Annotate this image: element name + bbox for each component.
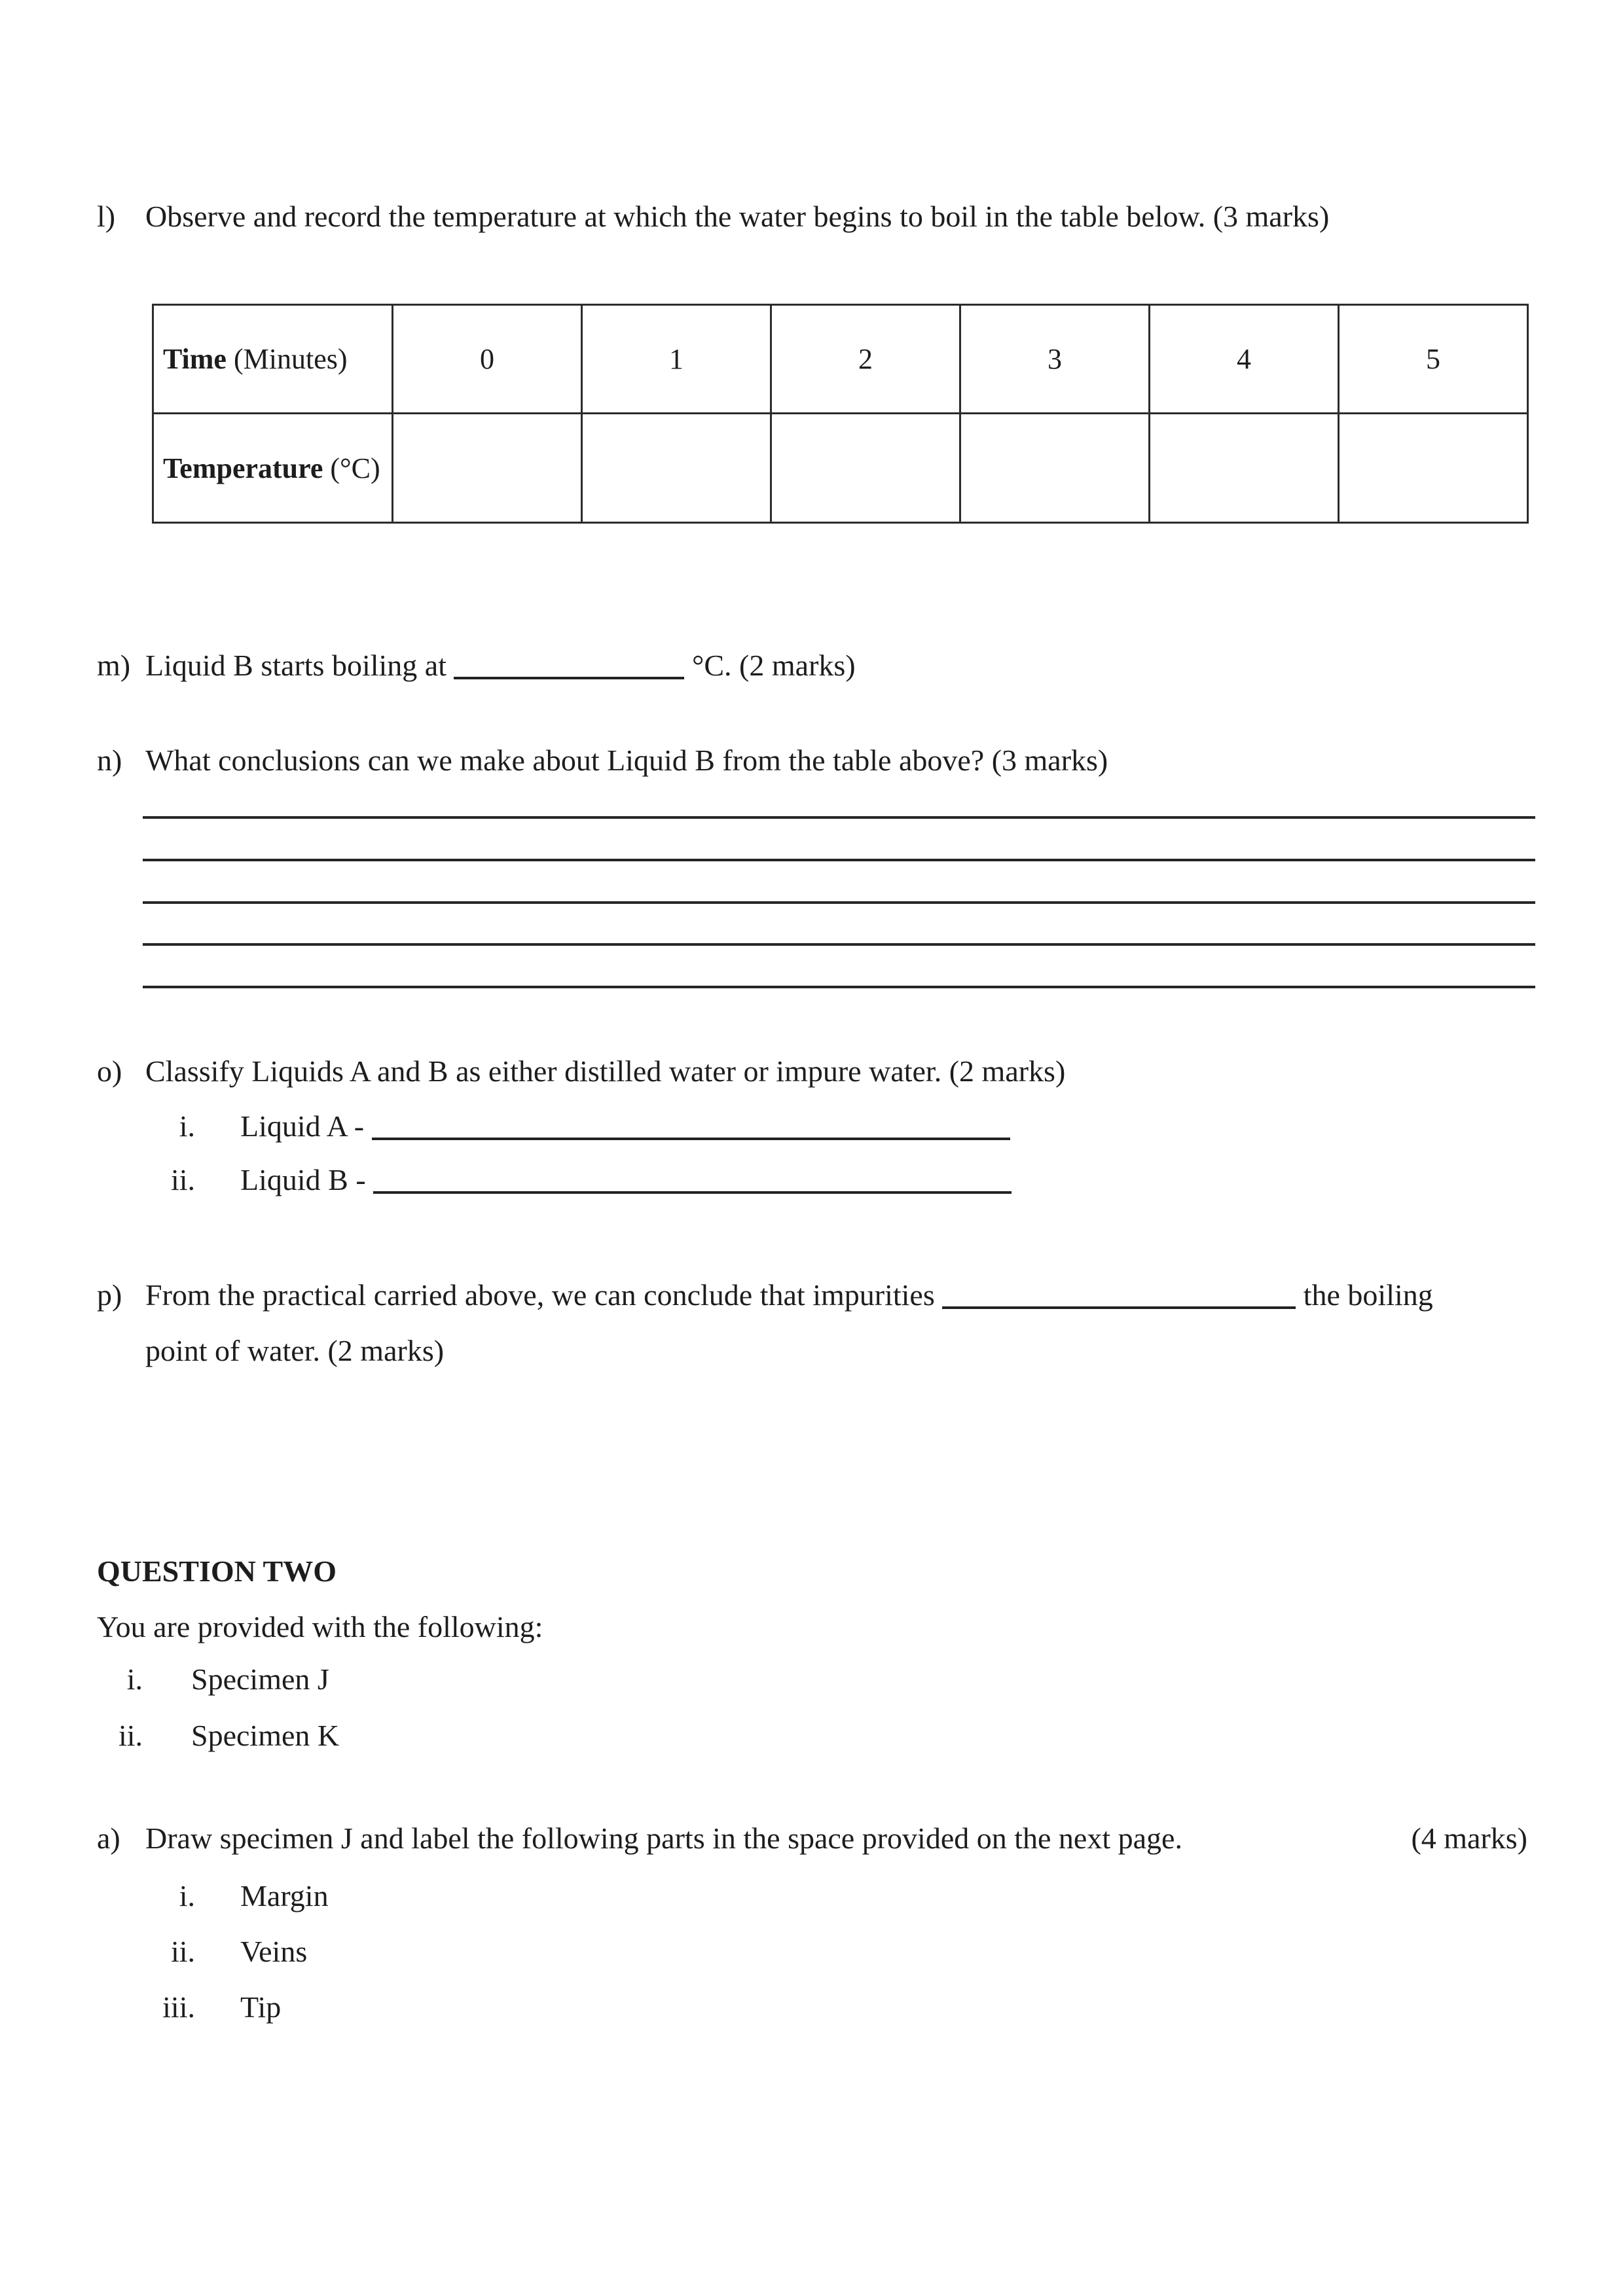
temperature-header-bold: Temperature [163, 452, 323, 484]
item-o-label: o) [97, 1054, 122, 1088]
temperature-cell-3 [960, 414, 1150, 523]
time-header-rest: (Minutes) [226, 343, 348, 375]
provided-item-i [98, 1660, 329, 1698]
time-cell-5: 5 [1339, 305, 1528, 414]
item-o-sub-i-numeral: i. [179, 1109, 195, 1143]
table-row-time [153, 305, 1528, 414]
item-p-line1 [97, 1276, 1527, 1314]
provided-item-ii-numeral: ii. [118, 1719, 143, 1752]
item-a-part-i [145, 1877, 329, 1915]
item-a-part-ii-text: Veins [240, 1935, 308, 1968]
temperature-header-cell [153, 414, 393, 523]
item-o-sub-ii-text [240, 1161, 1012, 1199]
answer-lines [143, 816, 1535, 993]
item-p-text-line1 [145, 1276, 1433, 1314]
item-o-text: Classify Liquids A and B as either distilled water or impure water. (2 marks) [145, 1054, 1066, 1088]
answer-line [143, 901, 1535, 904]
question-two-intro [97, 1608, 1527, 1646]
answer-line [143, 986, 1535, 988]
item-o-sub-i [145, 1107, 1010, 1145]
item-n-label: n) [97, 744, 122, 777]
table-row-temperature [153, 414, 1528, 523]
item-a-part-iii [145, 1988, 281, 2026]
liquid-a-label: Liquid A - [240, 1109, 365, 1143]
time-cell-2: 2 [771, 305, 960, 414]
temperature-cell-2 [771, 414, 960, 523]
temperature-header-rest: (°C) [323, 452, 380, 484]
item-m-text [145, 647, 856, 685]
item-a-marks: (4 marks) [1411, 1821, 1527, 1855]
answer-line [143, 859, 1535, 861]
boiling-temperature-table [152, 304, 1529, 524]
item-a-part-iii-text: Tip [240, 1990, 282, 2024]
item-o-sub-ii [145, 1161, 1012, 1199]
question-two-intro-text: You are provided with the following: [97, 1610, 543, 1643]
item-l-text: Observe and record the temperature at which the water begins to boil in the table below. (3 marks) [145, 200, 1330, 233]
item-a-part-ii-numeral: ii. [170, 1935, 195, 1968]
item-a-part-ii [145, 1933, 307, 1971]
item-l [97, 198, 1527, 236]
item-n-text: What conclusions can we make about Liquid B from the table above? (3 marks) [145, 744, 1108, 777]
answer-line [143, 816, 1535, 819]
item-p-answer-blank [942, 1282, 1296, 1309]
provided-item-ii-text: Specimen K [191, 1719, 340, 1752]
time-cell-3: 3 [960, 305, 1150, 414]
time-header-cell [153, 305, 393, 414]
item-m-text-before: Liquid B starts boiling at [145, 649, 447, 682]
item-o-sub-ii-numeral: ii. [170, 1163, 195, 1196]
item-p-line2: point of water. (2 marks) [145, 1334, 445, 1367]
time-header-bold: Time [163, 343, 227, 375]
liquid-a-answer-blank [372, 1113, 1010, 1140]
item-l-label: l) [97, 200, 116, 233]
temperature-cell-5 [1339, 414, 1528, 523]
item-p-text-after: the boiling [1303, 1278, 1433, 1312]
time-cell-1: 1 [582, 305, 771, 414]
item-n [97, 742, 1527, 780]
item-m-answer-blank [454, 652, 684, 679]
item-a-part-iii-numeral: iii. [162, 1990, 195, 2024]
item-m-text-after: °C. (2 marks) [691, 649, 856, 682]
liquid-b-label: Liquid B - [240, 1163, 366, 1196]
time-cell-0: 0 [393, 305, 582, 414]
item-a-text: Draw specimen J and label the following parts in the space provided on the next page. [145, 1821, 1182, 1855]
question-two-title [97, 1552, 1527, 1590]
item-a-part-i-text: Margin [240, 1879, 329, 1912]
time-cell-4: 4 [1150, 305, 1339, 414]
item-p-label: p) [97, 1278, 122, 1312]
temperature-cell-0 [393, 414, 582, 523]
question-two-title-text: QUESTION TWO [97, 1554, 337, 1588]
temperature-cell-4 [1150, 414, 1339, 523]
item-o-sub-i-text [240, 1107, 1010, 1145]
answer-line [143, 943, 1535, 946]
item-a-part-i-numeral: i. [179, 1879, 195, 1912]
item-m [97, 647, 1527, 685]
temperature-cell-1 [582, 414, 771, 523]
provided-item-ii [98, 1717, 339, 1755]
item-a-label: a) [97, 1821, 120, 1855]
provided-item-i-text: Specimen J [191, 1662, 329, 1696]
item-a [97, 1820, 1527, 1857]
item-m-label: m) [97, 649, 131, 682]
item-p-text-before: From the practical carried above, we can conclude that impurities [145, 1278, 935, 1312]
item-o [97, 1052, 1527, 1090]
liquid-b-answer-blank [373, 1166, 1012, 1194]
provided-item-i-numeral: i. [126, 1662, 143, 1696]
